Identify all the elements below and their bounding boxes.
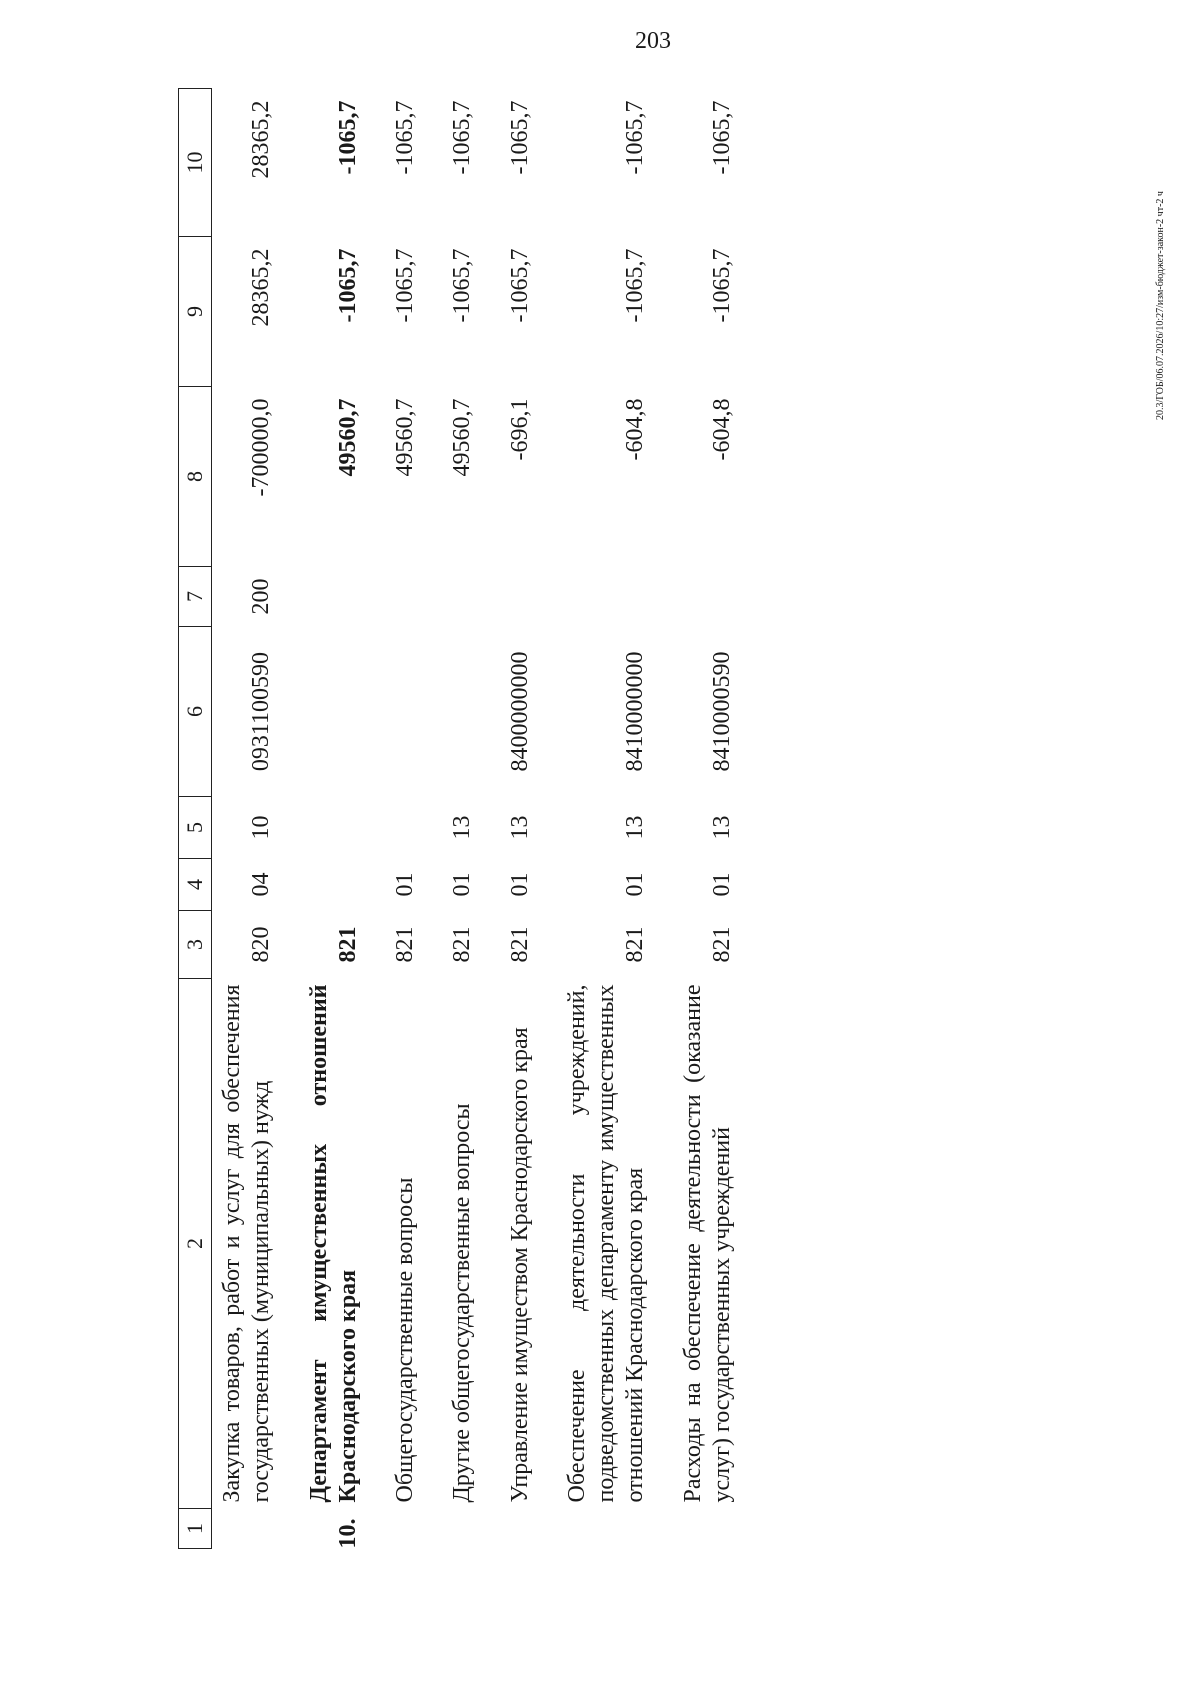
amount-col-10: -1065,7 — [334, 100, 361, 175]
table-row — [661, 89, 748, 1549]
column-header: 8 — [179, 387, 212, 567]
target-article-code — [373, 627, 430, 797]
amount-col-9: -1065,7 — [392, 248, 419, 323]
expense-type-code — [661, 567, 748, 627]
target-article-code: 8410000000 — [622, 651, 649, 772]
column-header: 6 — [179, 627, 212, 797]
column-header: 9 — [179, 237, 212, 387]
row-description: Закупка товаров, работ и услуг для обеспечения государственных (муниципальных) нужд — [219, 984, 275, 1503]
page-number: 203 — [635, 28, 671, 54]
ministry-code: 821 — [334, 926, 361, 963]
amount-col-10: -1065,7 — [392, 100, 419, 175]
amount-col-8: 49560,7 — [392, 398, 419, 477]
table-row — [545, 89, 661, 1549]
ministry-code: 821 — [392, 926, 419, 963]
table-header-row — [179, 89, 212, 1549]
table-row — [212, 89, 287, 1549]
amount-col-8: -604,8 — [708, 398, 735, 461]
subsection-code — [373, 797, 430, 859]
amount-col-8: 49560,7 — [449, 398, 476, 477]
amount-col-9: -1065,7 — [708, 248, 735, 323]
amount-col-10: 28365,2 — [248, 100, 275, 179]
subsection-code: 13 — [622, 815, 649, 840]
row-description: Общегосударственные вопросы — [392, 1177, 419, 1503]
row-description: Департамент имущественных отношений Краснодарского края — [305, 984, 361, 1503]
row-number: 10. — [334, 1518, 361, 1549]
subsection-code: 13 — [506, 815, 533, 840]
expense-type-code — [373, 567, 430, 627]
expense-type-code — [545, 567, 661, 627]
row-number — [373, 1509, 430, 1549]
target-article-code: 8410000590 — [708, 651, 735, 772]
table-row — [287, 89, 374, 1549]
target-article-code: 0931100590 — [248, 651, 275, 772]
section-code: 01 — [622, 872, 649, 897]
ministry-code: 821 — [449, 926, 476, 963]
amount-col-10: -1065,7 — [708, 100, 735, 175]
document-footer-code: 20.3/ГОБ/06.07.2026/10:27/изм-бюджет-закон-2 чт-2 ч — [1155, 191, 1166, 420]
ministry-code: 821 — [506, 926, 533, 963]
table-row — [373, 89, 430, 1549]
row-number — [488, 1509, 545, 1549]
table-row — [488, 89, 545, 1549]
subsection-code: 10 — [248, 815, 275, 840]
amount-col-10: -1065,7 — [449, 100, 476, 175]
amount-col-9: -1065,7 — [622, 248, 649, 323]
subsection-code: 13 — [708, 815, 735, 840]
amount-col-8: -604,8 — [622, 398, 649, 461]
row-number — [661, 1509, 748, 1549]
column-header: 4 — [179, 859, 212, 911]
row-description: Обеспечение деятельности учреждений, подведомственных департаменту имущественных отношений Краснодарского края — [563, 984, 649, 1503]
amount-col-10: -1065,7 — [622, 100, 649, 175]
amount-col-8: -700000,0 — [248, 398, 275, 497]
subsection-code: 13 — [449, 815, 476, 840]
amount-col-8: 49560,7 — [334, 398, 361, 477]
amount-col-9: -1065,7 — [334, 248, 361, 323]
subsection-code — [287, 797, 374, 859]
section-code: 01 — [449, 872, 476, 897]
amount-col-9: -1065,7 — [506, 248, 533, 323]
expense-type-code — [488, 567, 545, 627]
budget-table — [178, 88, 747, 1549]
column-header: 10 — [179, 89, 212, 237]
amount-col-10: -1065,7 — [506, 100, 533, 175]
section-code: 01 — [506, 872, 533, 897]
column-header: 1 — [179, 1509, 212, 1549]
row-description: Другие общегосударственные вопросы — [449, 1103, 476, 1503]
column-header: 2 — [179, 979, 212, 1509]
expense-type-code — [287, 567, 374, 627]
target-article-code — [430, 627, 487, 797]
amount-col-9: -1065,7 — [449, 248, 476, 323]
column-header: 5 — [179, 797, 212, 859]
expense-type-code — [430, 567, 487, 627]
column-header: 3 — [179, 911, 212, 979]
ministry-code: 820 — [248, 926, 275, 963]
row-description: Расходы на обеспечение деятельности (оказание услуг) государственных учреждений — [679, 984, 735, 1503]
table-row — [430, 89, 487, 1549]
row-number — [430, 1509, 487, 1549]
section-code: 01 — [708, 872, 735, 897]
ministry-code: 821 — [708, 926, 735, 963]
expense-type-code: 200 — [248, 578, 275, 615]
target-article-code — [287, 627, 374, 797]
ministry-code: 821 — [622, 926, 649, 963]
rotated-table-wrapper — [178, 89, 1018, 1549]
column-header: 7 — [179, 567, 212, 627]
section-code — [287, 859, 374, 911]
row-number — [212, 1509, 287, 1549]
section-code: 04 — [248, 872, 275, 897]
section-code: 01 — [392, 872, 419, 897]
amount-col-9: 28365,2 — [248, 248, 275, 327]
amount-col-8: -696,1 — [506, 398, 533, 461]
row-number — [545, 1509, 661, 1549]
row-description: Управление имуществом Краснодарского края — [506, 1027, 533, 1503]
target-article-code: 8400000000 — [506, 651, 533, 772]
